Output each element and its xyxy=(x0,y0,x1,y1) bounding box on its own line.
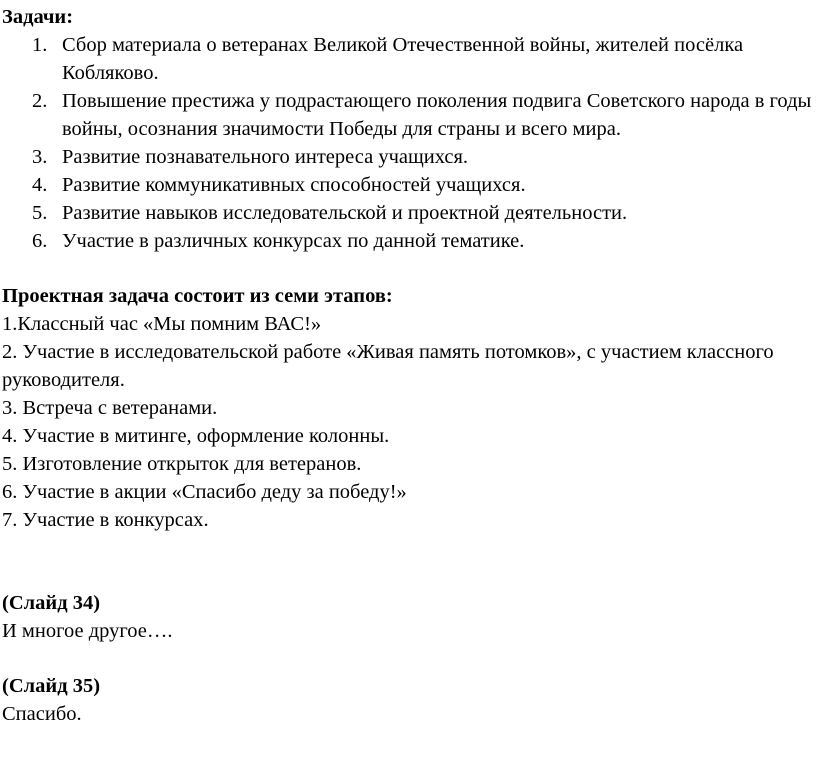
slide35-text: Спасибо. xyxy=(2,703,82,725)
task-text: Развитие навыков исследовательской и проектной деятельности. xyxy=(62,202,628,224)
task-item xyxy=(2,227,816,255)
task-number: 3. xyxy=(32,146,48,168)
spacer xyxy=(2,534,816,589)
slide34-text: И многое другое…. xyxy=(2,620,173,642)
slide34-heading: (Слайд 34) xyxy=(2,592,101,614)
task-number: 6. xyxy=(32,230,48,252)
tasks-list xyxy=(2,31,816,255)
task-item xyxy=(2,171,816,199)
task-number: 1. xyxy=(32,34,48,56)
stage-item: 2. Участие в исследовательской работе «Живая память потомков», с участием классного руководителя. xyxy=(2,341,774,391)
task-item xyxy=(2,87,816,143)
stage-item: 1.Классный час «Мы помним ВАС!» xyxy=(2,313,322,335)
task-item xyxy=(2,31,816,87)
slide35-heading: (Слайд 35) xyxy=(2,675,101,697)
tasks-heading: Задачи: xyxy=(2,6,74,28)
stages-heading: Проектная задача состоит из семи этапов: xyxy=(2,285,393,307)
stage-item: 6. Участие в акции «Спасибо деду за победу!» xyxy=(2,481,407,503)
stage-item: 7. Участие в конкурсах. xyxy=(2,509,209,531)
stage-item: 4. Участие в митинге, оформление колонны. xyxy=(2,425,390,447)
spacer xyxy=(2,645,816,672)
task-text: Участие в различных конкурсах по данной тематике. xyxy=(62,230,525,252)
stage-item: 3. Встреча с ветеранами. xyxy=(2,397,218,419)
task-text: Повышение престижа у подрастающего поколения подвига Советского народа в годы войны, осознания значимости Победы для страны и всего мира. xyxy=(62,90,812,140)
task-number: 5. xyxy=(32,202,48,224)
task-text: Развитие познавательного интереса учащихся. xyxy=(62,146,469,168)
task-item xyxy=(2,143,816,171)
task-text: Сбор материала о ветеранах Великой Отечественной войны, жителей посёлка Кобляково. xyxy=(62,34,744,84)
task-text: Развитие коммуникативных способностей учащихся. xyxy=(62,174,526,196)
stage-item: 5. Изготовление открыток для ветеранов. xyxy=(2,453,362,475)
task-number: 2. xyxy=(32,90,48,112)
spacer xyxy=(2,255,816,282)
task-number: 4. xyxy=(32,174,48,196)
task-item xyxy=(2,199,816,227)
